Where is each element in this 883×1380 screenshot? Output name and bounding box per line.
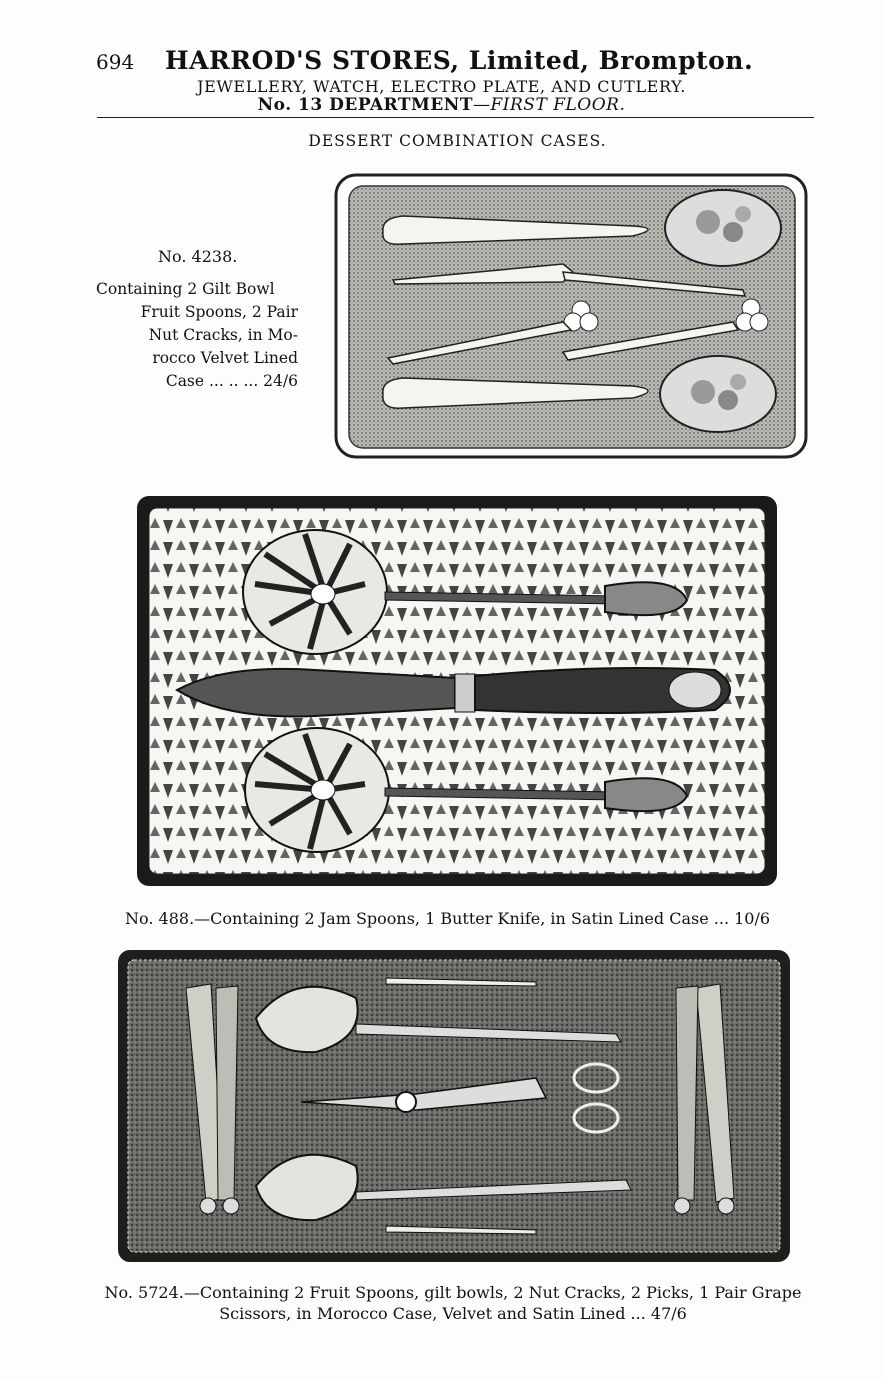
case-4238-illustration xyxy=(333,172,811,462)
store-title: HARROD'S STORES, Limited, Brompton. xyxy=(165,46,754,75)
desc-line: Fruit Spoons, 2 Pair xyxy=(140,303,298,321)
case-488-illustration xyxy=(135,494,779,888)
item-4238-number: No. 4238. xyxy=(158,247,238,266)
department-floor: FIRST FLOOR. xyxy=(490,95,626,115)
item-4238-description xyxy=(96,278,298,393)
department-subtitle: JEWELLERY, WATCH, ELECTRO PLATE, AND CUTLERY. xyxy=(197,77,686,96)
desc-line: Case ... .. ... 24/6 xyxy=(165,372,298,390)
header-rule xyxy=(97,117,814,118)
caption-line: No. 5724.—Containing 2 Fruit Spoons, gilt bowls, 2 Nut Cracks, 2 Picks, 1 Pair Grape xyxy=(104,1283,802,1302)
desc-line: Nut Cracks, in Mo- xyxy=(148,326,298,344)
department-line: No. 13 DEPARTMENT—FIRST FLOOR. xyxy=(257,95,626,115)
department-number: No. 13 DEPARTMENT xyxy=(257,95,473,115)
desc-line: Containing 2 Gilt Bowl xyxy=(96,280,275,298)
desc-line: rocco Velvet Lined xyxy=(152,349,298,367)
item-5724-caption xyxy=(88,1282,818,1324)
case-5724-illustration xyxy=(116,948,792,1264)
item-488-caption: No. 488.—Containing 2 Jam Spoons, 1 Butter Knife, in Satin Lined Case ... 10/6 xyxy=(125,909,771,928)
section-title: DESSERT COMBINATION CASES. xyxy=(308,132,607,150)
caption-line: Scissors, in Morocco Case, Velvet and Satin Lined ... 47/6 xyxy=(219,1304,687,1323)
page-number: 694 xyxy=(96,50,135,74)
